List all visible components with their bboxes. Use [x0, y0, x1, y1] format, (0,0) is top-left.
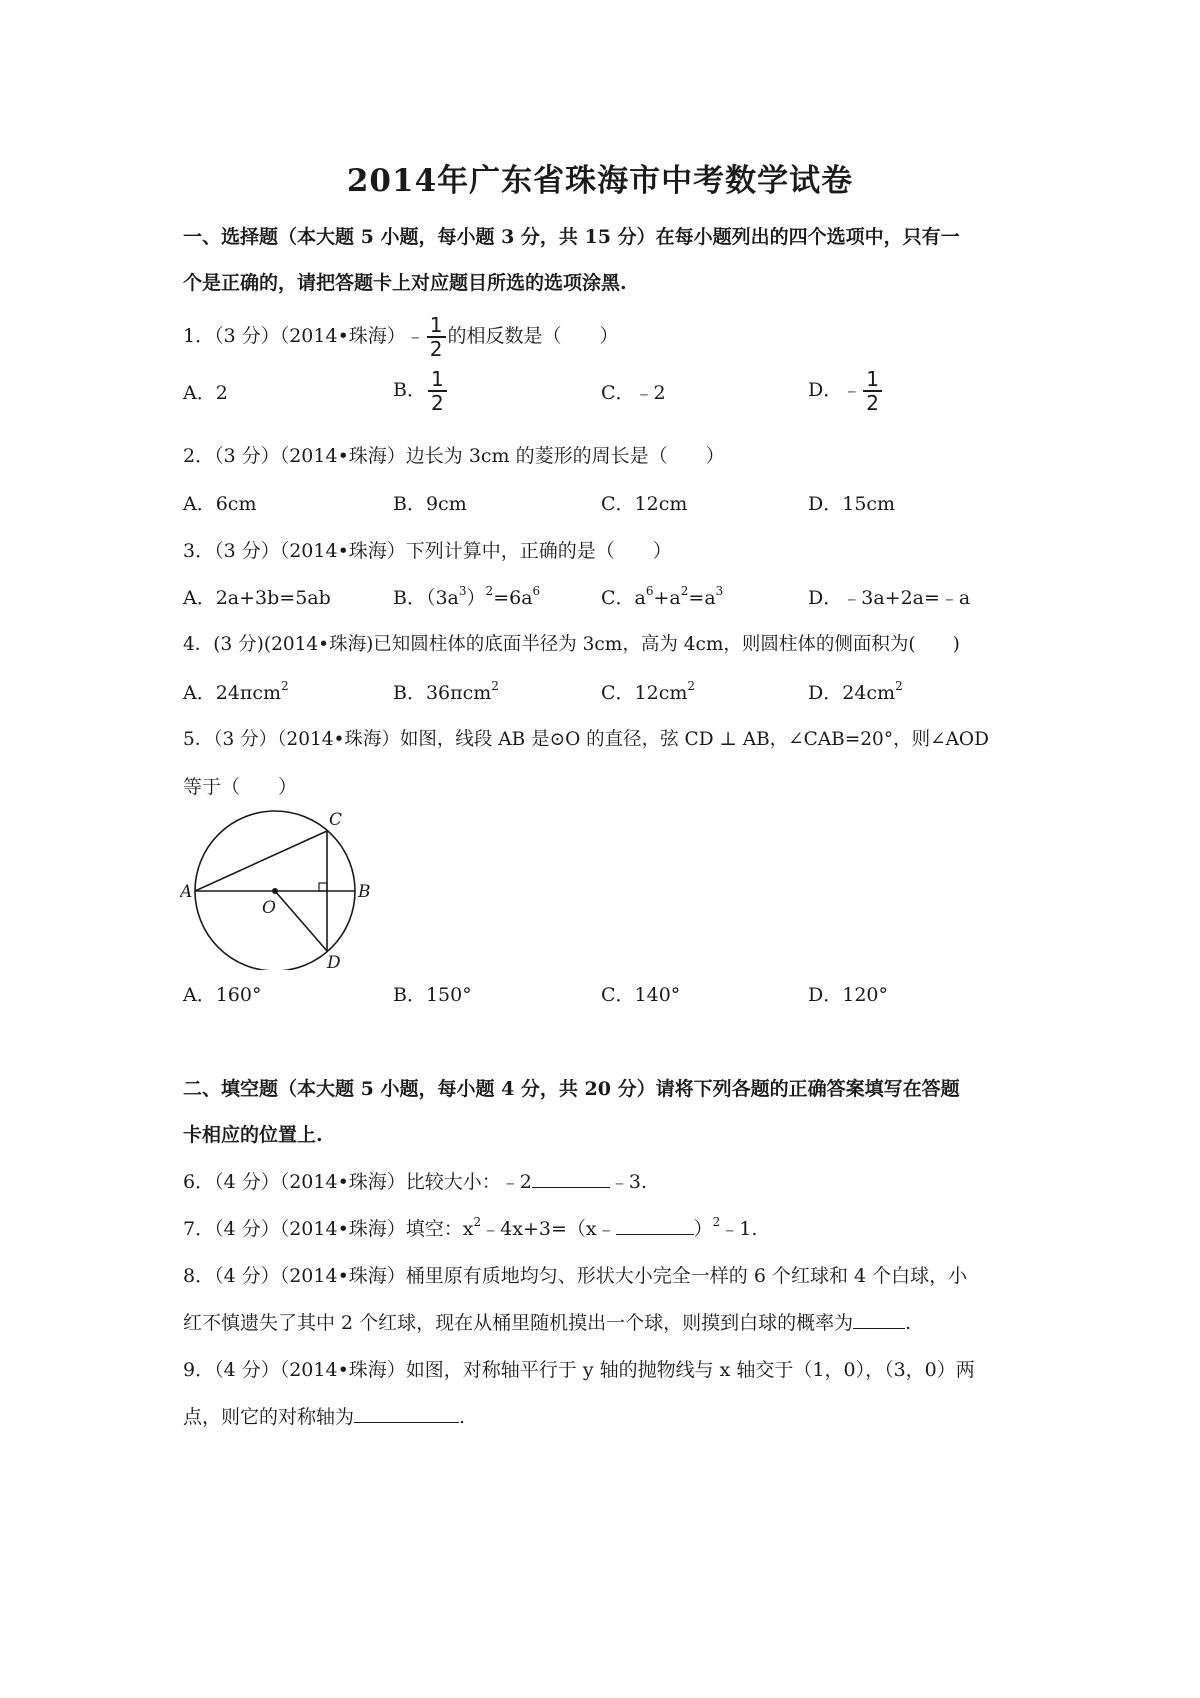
question-5-line1: 5．（3 分）（2014•珠海）如图，线段 AB 是⊙O 的直径，弦 CD ⊥ AB，∠CAB=20°，则∠AOD [183, 729, 989, 750]
q3-option-c [601, 583, 723, 610]
question-8-line2-suffix: . [905, 1312, 912, 1334]
q3-c-part3: =a [688, 587, 716, 609]
answer-blank[interactable] [532, 1171, 610, 1188]
right-angle-mark [319, 883, 327, 891]
question-8-line1: 8．（4 分）（2014•珠海）桶里原有质地均匀、形状大小完全一样的 6 个红球和 4 个白球，小 [183, 1265, 968, 1287]
fraction-numerator: 1 [863, 368, 882, 392]
fraction-denominator: 2 [866, 391, 879, 415]
center-point [272, 888, 278, 894]
q3-c-exp1: 6 [645, 584, 654, 598]
q7-exp2: 2 [712, 1215, 721, 1229]
label-d: D [327, 953, 341, 970]
question-9-line2 [183, 1402, 465, 1429]
q1-option-b-fraction [428, 368, 447, 414]
q4-d-text: D．24cm [808, 682, 896, 704]
question-9-line2-prefix: 点，则它的对称轴为 [183, 1406, 355, 1428]
section1-heading-line2: 个是正确的，请把答题卡上对应题目所选的选项涂黑. [183, 272, 627, 294]
question-6-suffix: ﹣3. [609, 1171, 648, 1193]
fraction-numerator: 1 [427, 314, 446, 338]
q1-option-d-fraction [863, 368, 882, 414]
question-1-prefix: 1．（3 分）（2014•珠海）﹣ [183, 325, 425, 347]
question-6 [183, 1167, 647, 1194]
q3-c-exp3: 3 [715, 584, 724, 598]
question-9-line1: 9．（4 分）（2014•珠海）如图，对称轴平行于 y 轴的抛物线与 x 轴交于（1，0），（3，0）两 [183, 1359, 975, 1381]
question-1-fraction [427, 314, 446, 360]
label-o: O [262, 898, 276, 918]
q4-c-text: C．12cm [601, 682, 688, 704]
q3-option-d: D．﹣3a+2a=﹣a [808, 587, 971, 609]
q4-b-text: B．36πcm [393, 682, 492, 704]
question-7-mid: ﹣4x+3=（x﹣ [481, 1218, 616, 1240]
exam-title: 2014年广东省珠海市中考数学试卷 [346, 163, 854, 199]
q1-option-c: C．﹣2 [601, 382, 666, 404]
question-6-prefix: 6．（4 分）（2014•珠海）比较大小：﹣2 [183, 1171, 532, 1193]
answer-blank[interactable] [853, 1312, 905, 1329]
q3-c-part1: C．a [601, 587, 646, 609]
q4-option-a [183, 678, 289, 705]
section1-heading-line1: 一、选择题（本大题 5 小题，每小题 3 分，共 15 分）在每小题列出的四个选项中，只有一 [183, 226, 960, 248]
q1-option-d [808, 368, 884, 414]
q4-d-exp: 2 [895, 679, 903, 693]
q4-option-c [601, 678, 695, 705]
label-b: B [358, 882, 371, 902]
q3-b-exp1: 3 [458, 584, 467, 598]
answer-blank[interactable] [354, 1406, 459, 1423]
q1-option-a: A．2 [183, 382, 228, 404]
q5-option-d: D．120° [808, 984, 888, 1006]
segment-od [275, 891, 327, 951]
q5-option-a: A．160° [183, 984, 262, 1006]
q3-b-part3: =6a [493, 587, 533, 609]
question-1 [183, 314, 619, 360]
section2-heading-line2: 卡相应的位置上. [183, 1124, 323, 1146]
circle-diagram [180, 805, 380, 970]
q1-option-d-label: D．﹣ [808, 379, 862, 401]
question-4: 4．(3 分)(2014•珠海)已知圆柱体的底面半径为 3cm，高为 4cm，则圆柱体的侧面积为( ) [183, 634, 960, 655]
q1-option-b [393, 368, 449, 414]
label-a: A [180, 882, 193, 902]
q1-option-b-label: B． [393, 379, 426, 401]
question-7-after: ） [693, 1218, 713, 1240]
question-5-line2: 等于（ ） [183, 776, 298, 798]
q4-a-text: A．24πcm [183, 682, 282, 704]
q2-option-d: D．15cm [808, 493, 896, 515]
section2-heading-line1: 二、填空题（本大题 5 小题，每小题 4 分，共 20 分）请将下列各题的正确答案填写在答题 [183, 1078, 960, 1100]
chord-ac [195, 831, 327, 891]
q5-option-b: B．150° [393, 984, 472, 1006]
q4-c-exp: 2 [687, 679, 696, 693]
question-3: 3．（3 分）（2014•珠海）下列计算中，正确的是（ ） [183, 540, 672, 562]
q2-option-c: C．12cm [601, 493, 688, 515]
q3-b-part1: B．（3a [393, 587, 459, 609]
q4-option-d [808, 678, 903, 705]
question-7-suffix: ﹣1. [720, 1218, 758, 1240]
q3-option-b [393, 583, 540, 610]
question-7 [183, 1214, 757, 1241]
question-1-suffix: 的相反数是（ ） [447, 325, 619, 347]
q2-option-a: A．6cm [183, 493, 257, 515]
q7-exp1: 2 [473, 1215, 482, 1229]
q2-option-b: B．9cm [393, 493, 467, 515]
q4-a-exp: 2 [281, 679, 289, 693]
answer-blank[interactable] [616, 1218, 694, 1235]
fraction-numerator: 1 [428, 368, 447, 392]
fraction-denominator: 2 [430, 391, 444, 415]
question-8-line2 [183, 1308, 911, 1335]
q3-c-part2: +a [653, 587, 681, 609]
q3-b-exp3: 6 [532, 584, 541, 598]
question-7-prefix: 7．（4 分）（2014•珠海）填空：x [183, 1218, 474, 1240]
q3-c-exp2: 2 [680, 584, 689, 598]
q5-option-c: C．140° [601, 984, 681, 1006]
question-2: 2．（3 分）（2014•珠海）边长为 3cm 的菱形的周长是（ ） [183, 445, 725, 467]
question-9-line2-suffix: . [459, 1406, 466, 1428]
q3-b-part2: ） [466, 587, 486, 609]
question-8-line2-prefix: 红不慎遗失了其中 2 个红球，现在从桶里随机摸出一个球，则摸到白球的概率为 [183, 1312, 854, 1334]
fraction-denominator: 2 [429, 337, 443, 361]
q3-b-exp2: 2 [485, 584, 494, 598]
label-c: C [329, 810, 343, 830]
q3-option-a: A．2a+3b=5ab [183, 587, 331, 609]
q4-option-b [393, 678, 499, 705]
q4-b-exp: 2 [491, 679, 499, 693]
